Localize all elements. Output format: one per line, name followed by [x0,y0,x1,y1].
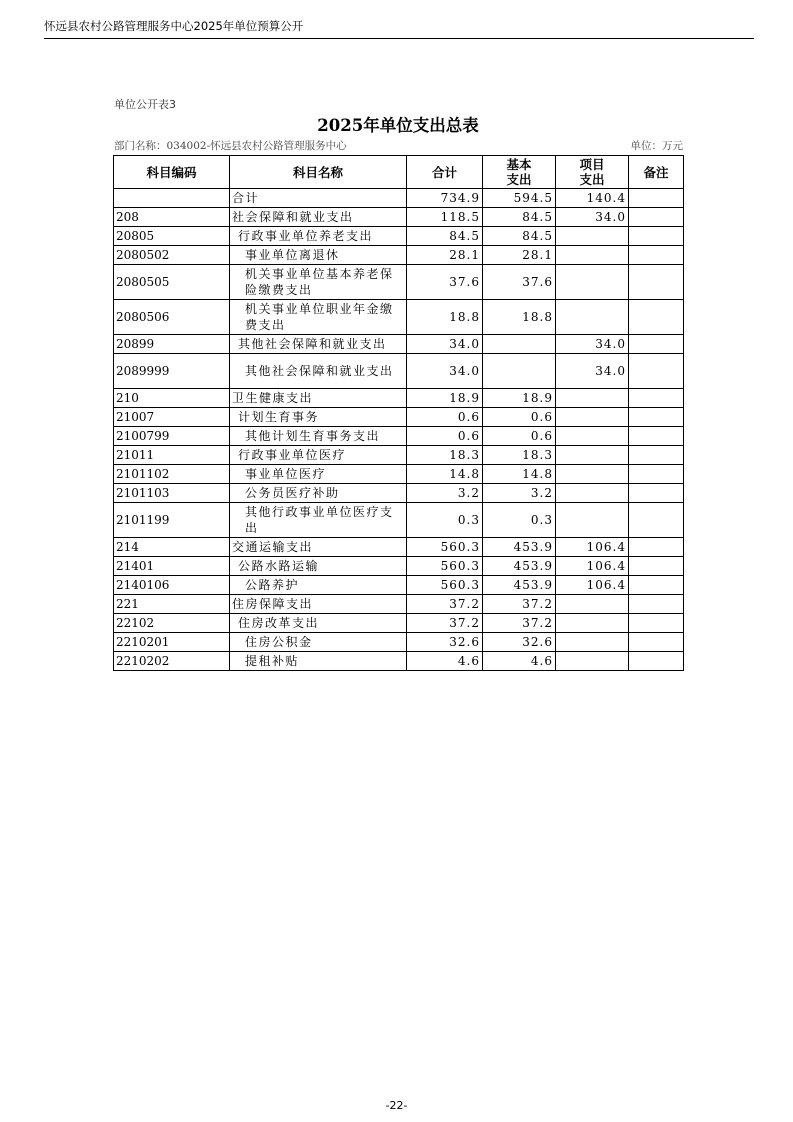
table-row [114,389,684,408]
cell-note [629,484,684,503]
cell-total: 37.2 [407,595,483,614]
cell-project [556,484,629,503]
cell-note [629,208,684,227]
cell-name: 行政事业单位养老支出 [230,227,407,246]
cell-project [556,389,629,408]
cell-total: 560.3 [407,557,483,576]
cell-name: 事业单位离退休 [230,246,407,265]
table-title: 2025年单位支出总表 [317,116,479,135]
cell-code: 21401 [114,557,230,576]
table-row [114,652,684,671]
cell-code: 2080505 [114,265,230,300]
table-row [114,595,684,614]
cell-code: 20899 [114,335,230,354]
cell-total: 0.6 [407,408,483,427]
cell-note [629,300,684,335]
table-row [114,265,684,300]
cell-basic: 594.5 [483,189,556,208]
cell-basic: 453.9 [483,576,556,595]
cell-project: 34.0 [556,354,629,389]
cell-code: 2080502 [114,246,230,265]
table-row [114,465,684,484]
cell-project: 106.4 [556,576,629,595]
cell-name: 其他计划生育事务支出 [230,427,407,446]
cell-basic: 37.2 [483,595,556,614]
cell-project: 106.4 [556,557,629,576]
table-row [114,300,684,335]
cell-basic: 0.3 [483,503,556,538]
cell-basic: 3.2 [483,484,556,503]
cell-note [629,595,684,614]
cell-basic: 37.6 [483,265,556,300]
cell-name: 社会保障和就业支出 [230,208,407,227]
cell-name: 行政事业单位医疗 [230,446,407,465]
cell-basic [483,354,556,389]
cell-code: 21011 [114,446,230,465]
table-row [114,208,684,227]
cell-basic: 84.5 [483,227,556,246]
cell-name: 公路水路运输 [230,557,407,576]
cell-total: 28.1 [407,246,483,265]
cell-total: 32.6 [407,633,483,652]
column-header-project [556,156,629,189]
cell-name: 计划生育事务 [230,408,407,427]
cell-note [629,614,684,633]
cell-total: 37.6 [407,265,483,300]
column-header-total: 合计 [407,156,483,189]
cell-total: 560.3 [407,538,483,557]
cell-project [556,595,629,614]
cell-basic: 37.2 [483,614,556,633]
cell-project [556,652,629,671]
cell-total: 34.0 [407,354,483,389]
cell-project [556,300,629,335]
cell-note [629,538,684,557]
cell-project [556,503,629,538]
table-row [114,427,684,446]
table-row [114,557,684,576]
cell-name: 机关事业单位基本养老保险缴费支出 [230,265,407,300]
cell-name: 提租补贴 [230,652,407,671]
cell-total: 734.9 [407,189,483,208]
cell-total: 0.3 [407,503,483,538]
cell-name: 住房保障支出 [230,595,407,614]
cell-project [556,633,629,652]
cell-note [629,503,684,538]
cell-code: 22102 [114,614,230,633]
cell-code: 2140106 [114,576,230,595]
cell-code: 2101199 [114,503,230,538]
cell-note [629,446,684,465]
cell-name: 交通运输支出 [230,538,407,557]
column-header-project-text: 项目支出 [579,157,605,187]
cell-code: 21007 [114,408,230,427]
table-row [114,246,684,265]
cell-note [629,652,684,671]
cell-project [556,427,629,446]
table-row [114,408,684,427]
cell-basic: 32.6 [483,633,556,652]
meta-row [114,138,683,154]
cell-project [556,408,629,427]
column-header-basic [483,156,556,189]
cell-name: 其他社会保障和就业支出 [230,335,407,354]
table-body [114,189,684,671]
table-row [114,354,684,389]
cell-basic: 453.9 [483,557,556,576]
cell-total: 18.8 [407,300,483,335]
cell-code: 2210201 [114,633,230,652]
table-row [114,633,684,652]
cell-note [629,557,684,576]
cell-code: 210 [114,389,230,408]
cell-code: 2100799 [114,427,230,446]
cell-total: 14.8 [407,465,483,484]
cell-code: 208 [114,208,230,227]
cell-basic: 18.9 [483,389,556,408]
cell-project [556,446,629,465]
cell-code: 2210202 [114,652,230,671]
table-row [114,538,684,557]
cell-note [629,227,684,246]
cell-basic: 84.5 [483,208,556,227]
cell-total: 37.2 [407,614,483,633]
cell-project [556,227,629,246]
cell-code: 20805 [114,227,230,246]
cell-note [629,576,684,595]
cell-basic: 4.6 [483,652,556,671]
cell-note [629,246,684,265]
cell-project: 140.4 [556,189,629,208]
cell-name: 事业单位医疗 [230,465,407,484]
cell-note [629,408,684,427]
table-header-row [114,156,684,189]
column-header-note: 备注 [629,156,684,189]
cell-project [556,246,629,265]
cell-project [556,614,629,633]
cell-note [629,335,684,354]
table-row [114,576,684,595]
cell-note [629,465,684,484]
column-header-basic-text: 基本支出 [506,157,532,187]
cell-project: 106.4 [556,538,629,557]
cell-code: 221 [114,595,230,614]
cell-name: 卫生健康支出 [230,389,407,408]
cell-name: 其他行政事业单位医疗支出 [230,503,407,538]
cell-basic: 0.6 [483,408,556,427]
cell-basic: 14.8 [483,465,556,484]
cell-code: 2101102 [114,465,230,484]
cell-total: 4.6 [407,652,483,671]
cell-total: 18.3 [407,446,483,465]
cell-basic: 453.9 [483,538,556,557]
page-number: -22- [385,1099,408,1112]
expenditure-table [113,155,684,671]
cell-name: 住房改革支出 [230,614,407,633]
cell-code: 2089999 [114,354,230,389]
cell-basic: 18.3 [483,446,556,465]
cell-total: 18.9 [407,389,483,408]
cell-name: 公务员医疗补助 [230,484,407,503]
department-name: 部门名称：034002-怀远县农村公路管理服务中心 [114,140,347,152]
cell-note [629,389,684,408]
cell-name: 其他社会保障和就业支出 [230,354,407,389]
cell-code: 2080506 [114,300,230,335]
cell-note [629,354,684,389]
table-row [114,446,684,465]
cell-project [556,465,629,484]
cell-total: 84.5 [407,227,483,246]
cell-total: 0.6 [407,427,483,446]
table-row [114,503,684,538]
cell-code: 214 [114,538,230,557]
cell-total: 34.0 [407,335,483,354]
cell-project [556,265,629,300]
cell-name: 住房公积金 [230,633,407,652]
cell-code: 2101103 [114,484,230,503]
cell-basic: 18.8 [483,300,556,335]
cell-name: 公路养护 [230,576,407,595]
cell-total: 118.5 [407,208,483,227]
cell-project: 34.0 [556,335,629,354]
cell-note [629,265,684,300]
cell-name: 机关事业单位职业年金缴费支出 [230,300,407,335]
table-row [114,227,684,246]
cell-total: 560.3 [407,576,483,595]
cell-basic: 28.1 [483,246,556,265]
cell-note [629,633,684,652]
cell-basic: 0.6 [483,427,556,446]
cell-total: 3.2 [407,484,483,503]
cell-note [629,427,684,446]
table-row [114,189,684,208]
column-header-name: 科目名称 [230,156,407,189]
page-header: 怀远县农村公路管理服务中心2025年单位预算公开 [44,14,754,39]
cell-basic [483,335,556,354]
column-header-code: 科目编码 [114,156,230,189]
cell-name: 合计 [230,189,407,208]
table-row [114,484,684,503]
table-row [114,335,684,354]
cell-note [629,189,684,208]
cell-project: 34.0 [556,208,629,227]
table-row [114,614,684,633]
table-label: 单位公开表3 [114,98,176,111]
cell-code [114,189,230,208]
unit-label: 单位：万元 [630,140,683,152]
